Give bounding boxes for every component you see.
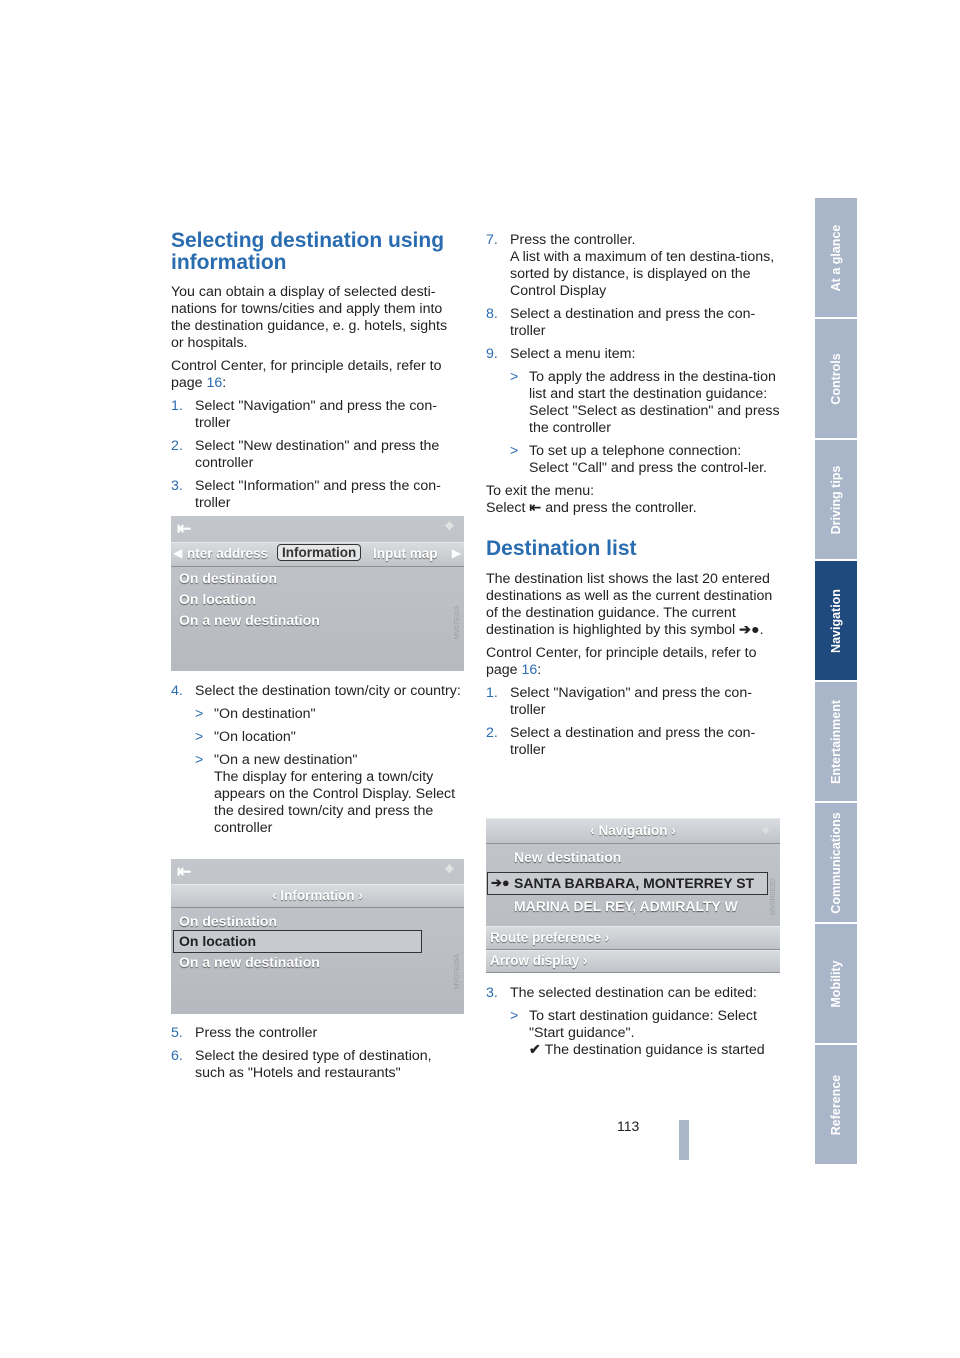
step-6: 6. Select the desired type of destination, such as "Hotels and restaurants"	[171, 1048, 432, 1081]
control-center-ref: Control Center, for principle details, refer to page 16:	[171, 358, 442, 391]
right-column	[486, 232, 780, 765]
menu-row-on-destination[interactable]: On destination	[179, 570, 277, 586]
arrow-display-bar	[486, 950, 780, 973]
bullet-on-location: > "On location"	[195, 729, 296, 745]
bullet-on-new-destination: > "On a new destination" The display for entering a town/city appears on the Control Display. Select the desired town/city and press the controller	[195, 752, 456, 836]
page-number: 113	[617, 1118, 640, 1134]
current-destination-icon: ➔●	[739, 622, 760, 638]
destination-list-text: The destination list shows the last 20 entered destinations as well as the current destination of the destination guidance. The current destination is highlighted by this symbol ➔●.	[486, 571, 773, 638]
tab-at-a-glance[interactable]: At a glance	[815, 198, 857, 317]
menu-row-on-location[interactable]: On location	[179, 591, 256, 607]
image-code: MV0R0E3D	[770, 878, 777, 915]
screenshot-navigation-list	[486, 818, 780, 972]
tab-driving-tips[interactable]: Driving tips	[815, 440, 857, 559]
tab-enter-address[interactable]: nter address	[187, 546, 269, 561]
left-arrow-icon: ◀	[173, 546, 183, 560]
dl-step-3: 3. The selected destination can be edited:	[486, 985, 757, 1001]
screenshot-information-tabs	[171, 516, 464, 671]
tab-information[interactable]: Information	[277, 544, 361, 561]
step-5: 5. Press the controller	[171, 1025, 318, 1041]
tab-communications[interactable]: Communications	[815, 803, 857, 922]
exit-line-1: To exit the menu:	[486, 483, 595, 499]
step-4: 4. Select the destination town/city or country:	[171, 683, 461, 699]
menu-arrow-display[interactable]: Arrow display ›	[490, 953, 588, 968]
tab-bar	[171, 542, 464, 567]
title-bar	[486, 818, 780, 844]
current-destination-icon: ➔●	[491, 875, 510, 890]
page-link[interactable]: 16	[206, 375, 223, 391]
menu-title: ‹ Navigation ›	[590, 823, 676, 838]
menu-row-on-location[interactable]: On location	[179, 933, 256, 949]
route-preference-bar	[486, 926, 780, 950]
chapter-tabs	[815, 198, 857, 1166]
step-3: 3. Select "Information" and press the con-troller	[171, 478, 441, 511]
step-8: 8. Select a destination and press the con-troller	[486, 306, 756, 339]
exit-line-2: Select ⇤ and press the controller.	[486, 500, 697, 516]
back-arrow-icon: ⇤	[529, 500, 542, 516]
back-icon: ⇤	[177, 519, 192, 538]
controller-icon: ⌖	[761, 822, 770, 839]
controller-icon: ⌖	[444, 861, 454, 878]
dl-step-1: 1. Select "Navigation" and press the con-troller	[486, 685, 752, 718]
image-code: MV07E06A	[454, 954, 461, 990]
menu-row-santa-barbara[interactable]: SANTA BARBARA, MONTERREY ST	[514, 875, 755, 891]
bullet-call: > To set up a telephone connection: Select "Call" and press the control-ler.	[510, 443, 767, 476]
page-link-2[interactable]: 16	[521, 662, 538, 678]
checkmark-icon: ✔	[529, 1042, 541, 1058]
menu-row-marina-del-rey[interactable]: MARINA DEL REY, ADMIRALTY W	[514, 898, 738, 914]
tab-navigation[interactable]: Navigation	[815, 561, 857, 680]
section-heading-destination-list: Destination list	[486, 537, 637, 560]
dl-step-2: 2. Select a destination and press the con-troller	[486, 725, 756, 758]
bullet-start-guidance: > To start destination guidance: Select "Start guidance". ✔ The destination guidance is started	[510, 1008, 765, 1058]
left-column-2	[171, 683, 463, 843]
menu-row-on-new-destination[interactable]: On a new destination	[179, 954, 320, 970]
right-column-2	[486, 985, 780, 1065]
title-bar	[171, 884, 464, 908]
image-code: MV07E3/A	[454, 606, 461, 640]
back-icon: ⇤	[177, 862, 192, 881]
control-center-ref-2: Control Center, for principle details, refer to page 16:	[486, 645, 757, 678]
tab-input-map[interactable]: Input map	[373, 546, 438, 561]
page-marker	[679, 1120, 689, 1160]
menu-route-preference[interactable]: Route preference ›	[490, 930, 610, 945]
menu-row-on-destination[interactable]: On destination	[179, 913, 277, 929]
tab-controls[interactable]: Controls	[815, 319, 857, 438]
menu-row-new-destination[interactable]: New destination	[514, 849, 622, 865]
bullet-apply-address: > To apply the address in the destina-tion list and start the destination guidance: Select "Select as destination" and press the controller	[510, 369, 780, 436]
menu-row-on-new-destination[interactable]: On a new destination	[179, 612, 320, 628]
left-column	[171, 230, 463, 518]
tab-mobility[interactable]: Mobility	[815, 924, 857, 1043]
controller-icon: ⌖	[444, 518, 454, 535]
tab-reference[interactable]: Reference	[815, 1045, 857, 1164]
step-2: 2. Select "New destination" and press the controller	[171, 438, 440, 471]
right-arrow-icon: ▶	[451, 546, 461, 560]
step-1: 1. Select "Navigation" and press the con-troller	[171, 398, 437, 431]
menu-title: ‹ Information ›	[272, 888, 363, 903]
section-heading: Selecting destination using information	[171, 229, 445, 274]
tab-entertainment[interactable]: Entertainment	[815, 682, 857, 801]
intro-paragraph: You can obtain a display of selected desti-nations for towns/cities and apply them into the destination guidance, e. g. hotels, sights or hospitals.	[171, 284, 448, 351]
left-column-3	[171, 1025, 463, 1088]
bullet-on-destination: > "On destination"	[195, 706, 316, 722]
step-9: 9. Select a menu item:	[486, 346, 636, 362]
step-7: 7. Press the controller. A list with a maximum of ten destina-tions, sorted by distance, is displayed on the Control Display	[486, 232, 775, 299]
screenshot-information-list	[171, 859, 464, 1014]
